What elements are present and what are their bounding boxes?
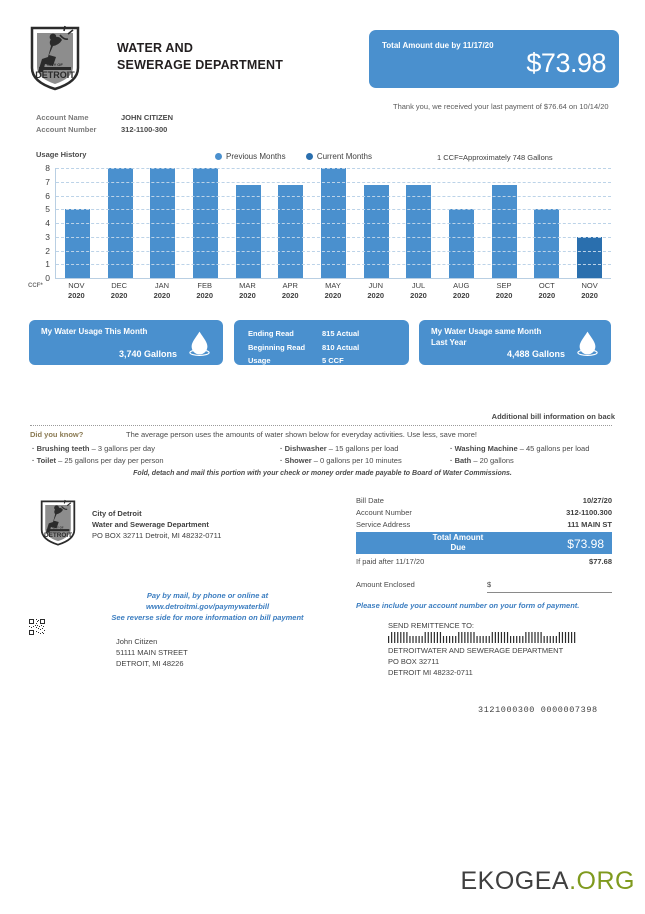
meter-read-value: 810 Actual	[322, 342, 360, 352]
x-tick-label: OCT 2020	[538, 281, 556, 300]
company-title-line2: SEWERAGE DEPARTMENT	[117, 58, 284, 72]
stub-total-label	[398, 533, 518, 553]
water-drop-icon	[186, 329, 213, 357]
last-payment-note: Thank you, we received your last payment of $76.64 on 10/14/20	[393, 102, 609, 111]
x-tick-label: NOV 2020	[68, 281, 85, 300]
y-tick-label: 6	[45, 190, 50, 201]
x-tick-label: APR 2020	[281, 281, 299, 300]
pay-online-link[interactable]: Pay by mail, by phone or online at www.detroitmi.gov/paymywaterbill	[145, 591, 270, 611]
meter-read-label: Usage	[248, 356, 271, 365]
tips-column-3	[450, 443, 589, 466]
chart-gridline	[56, 223, 611, 224]
bill-detail-value: 312-1100.300	[566, 508, 612, 517]
legend-item-previous	[215, 152, 286, 161]
customer-address-line: John Citizen	[116, 637, 158, 646]
customer-address-block	[116, 636, 188, 669]
account-number-row	[36, 124, 173, 136]
tips-column-2	[280, 443, 402, 466]
stub-total-amount-due-bar	[356, 532, 612, 554]
meter-read-value: 5 CCF	[322, 356, 344, 365]
page-title	[117, 40, 283, 74]
water-tip-item: · Washing Machine – 45 gallons per load	[450, 444, 590, 453]
watermark-primary: EKOGEA	[460, 867, 570, 895]
chart-gridline	[56, 237, 611, 238]
usage-last-year-value: 4,488 Gallons	[506, 349, 565, 359]
x-tick-label: JUL 2020	[410, 281, 427, 300]
stub-org-line1: City of Detroit	[92, 509, 142, 518]
customer-address-line: 51111 MAIN STREET	[116, 648, 188, 657]
detroit-city-seal-logo	[24, 22, 86, 92]
chart-plot-area	[55, 168, 611, 279]
chart-gridline	[56, 251, 611, 252]
legend-dot-current	[306, 153, 313, 160]
bill-detail-row	[356, 496, 612, 508]
chart-bar	[534, 209, 559, 278]
please-include-account-note: Please include your account number on your form of payment.	[356, 601, 580, 610]
amount-enclosed-label: Amount Enclosed	[356, 580, 415, 589]
reverse-side-note: See reverse side for more information on bill payment	[111, 613, 304, 622]
legend-label-current: Current Months	[316, 152, 372, 161]
chart-gridline	[56, 264, 611, 265]
chart-gridline	[56, 182, 611, 183]
account-number-label: Account Number	[36, 125, 97, 134]
usage-this-month-value: 3,740 Gallons	[118, 349, 177, 359]
x-tick-label: FEB 2020	[196, 281, 214, 300]
water-tip-item: · Toilet – 25 gallons per day per person	[32, 455, 164, 465]
amount-enclosed-input-line[interactable]	[487, 592, 612, 593]
legend-item-current	[306, 152, 372, 161]
ccf-conversion-note: 1 CCF=Approximately 748 Gallons	[437, 153, 553, 162]
meter-read-value: 815 Actual	[322, 329, 360, 338]
account-number-value: 312-1100-300	[121, 125, 168, 134]
ekogea-watermark	[461, 867, 636, 896]
amount-due-label: Total Amount due by 11/17/20	[382, 41, 494, 50]
account-name-label: Account Name	[36, 113, 89, 122]
x-tick-label: DEC 2020	[110, 281, 128, 300]
tips-column-1	[32, 443, 164, 466]
did-you-know-intro: The average person uses the amounts of water shown below for everyday activities. Use less, save more!	[126, 430, 478, 439]
y-tick-label: 3	[45, 231, 50, 242]
y-tick-label: 0	[45, 273, 50, 283]
meter-read-row	[248, 328, 359, 340]
water-tip-item: · Brushing teeth – 3 gallons per day	[32, 444, 155, 453]
water-drop-icon	[574, 329, 601, 357]
account-summary	[36, 112, 173, 136]
chart-gridline	[56, 168, 611, 169]
y-tick-label: 5	[45, 204, 50, 215]
stub-total-value: $73.98	[567, 537, 604, 551]
total-amount-due-box	[369, 30, 619, 88]
qr-code-icon	[28, 618, 46, 636]
svg-text:DETROIT: DETROIT	[44, 531, 72, 539]
company-title-line1: WATER AND	[117, 41, 194, 55]
bill-detail-label: Service Address	[356, 520, 411, 529]
bill-header	[0, 0, 645, 145]
meter-read-row	[248, 355, 359, 367]
stub-organization-address	[92, 508, 221, 541]
svg-text:DETROIT: DETROIT	[35, 70, 75, 80]
usage-last-year-title-line1: My Water Usage same Month	[431, 327, 542, 336]
svg-text:CITY OF: CITY OF	[52, 525, 64, 530]
bill-detail-label: Account Number	[356, 508, 412, 517]
x-tick-label: MAR 2020	[239, 281, 256, 300]
fold-detach-notice: Fold, detach and mail this portion with your check or money order made payable to Board of Water Commissions.	[133, 470, 512, 477]
usage-last-year-title-line2: Last Year	[431, 338, 467, 347]
payment-instructions	[85, 590, 330, 623]
x-tick-label: SEP 2020	[495, 281, 513, 300]
stub-total-label-line2: Due	[450, 543, 466, 552]
remit-title: SEND REMITTENCE TO:	[388, 621, 474, 630]
chart-y-axis-label: CCF*	[28, 283, 43, 289]
account-name-row	[36, 112, 173, 124]
x-tick-label: JAN 2020	[153, 281, 171, 300]
x-tick-label: JUN 2020	[367, 281, 385, 300]
stub-org-line2: Water and Sewerage Department	[92, 520, 209, 529]
chart-bar	[65, 209, 90, 278]
legend-label-previous: Previous Months	[226, 152, 286, 161]
bill-detail-value: 111 MAIN ST	[567, 520, 612, 529]
bill-detail-row	[356, 508, 612, 520]
remit-address-line: PO BOX 32711	[388, 657, 440, 666]
did-you-know-label: Did you know?	[30, 430, 84, 439]
additional-info-note: Additional bill information on back	[491, 412, 615, 421]
meter-read-label: Beginning Read	[248, 342, 306, 352]
x-tick-label: AUG 2020	[452, 281, 470, 300]
remit-address-line: DETROIT MI 48232-0711	[388, 668, 473, 677]
svg-text:CITY OF: CITY OF	[47, 62, 63, 67]
usage-this-month-title: My Water Usage This Month	[41, 327, 148, 336]
legend-dot-previous	[215, 153, 222, 160]
meter-read-row	[248, 342, 359, 354]
stub-org-line3: PO BOX 32711 Detroit, MI 48232-0711	[92, 531, 222, 540]
chart-y-axis	[36, 163, 50, 283]
chart-bar	[577, 237, 602, 278]
bill-detail-label: Bill Date	[356, 496, 384, 505]
watermark-suffix: .ORG	[569, 867, 635, 895]
stub-late-label: If paid after 11/17/20	[356, 557, 425, 566]
y-tick-label: 1	[45, 259, 50, 270]
meter-reads-table	[246, 326, 361, 369]
y-tick-label: 7	[45, 176, 50, 187]
detroit-city-seal-logo	[36, 497, 80, 547]
customer-address-line: DETROIT, MI 48226	[116, 659, 184, 668]
bill-detail-value: 10/27/20	[582, 496, 612, 505]
stub-bill-details-table	[356, 496, 612, 532]
chart-bar	[449, 209, 474, 278]
usage-last-year-title	[431, 326, 541, 348]
chart-gridline	[56, 196, 611, 197]
usage-history-title: Usage History	[36, 150, 87, 159]
y-tick-label: 2	[45, 245, 50, 256]
remit-address-line: DETROITWATER AND SEWERAGE DEPARTMENT	[388, 646, 564, 655]
chart-x-axis	[55, 281, 611, 301]
water-tip-item: · Shower – 0 gallons per 10 minutes	[280, 455, 402, 465]
usage-history-chart	[36, 163, 611, 283]
y-tick-label: 8	[45, 163, 50, 173]
postal-barcode	[388, 632, 578, 643]
chart-legend	[215, 152, 390, 161]
y-tick-label: 4	[45, 218, 50, 228]
stub-total-label-line1: Total Amount	[432, 533, 484, 542]
meter-read-label: Ending Read	[248, 329, 294, 338]
remittance-address-block	[388, 620, 578, 678]
dollar-sign: $	[487, 580, 492, 589]
scanline-account-number: 3121000300 0000007398	[478, 705, 598, 715]
usage-last-year-box	[419, 320, 611, 365]
chart-gridline	[56, 209, 611, 210]
x-tick-label: MAY 2020	[324, 281, 342, 300]
amount-due-value: $73.98	[526, 48, 606, 78]
x-tick-label: NOV 2020	[581, 281, 598, 300]
account-name-value: JOHN CITIZEN	[121, 113, 174, 122]
bill-detail-row	[356, 520, 612, 532]
water-tip-item: · Dishwasher – 15 gallons per load	[280, 444, 399, 453]
stub-late-value: $77.68	[589, 557, 612, 566]
tips-divider	[30, 425, 612, 426]
water-tip-item: · Bath – 20 gallons	[450, 455, 514, 465]
meter-reads-box	[234, 320, 409, 365]
usage-this-month-box	[29, 320, 223, 365]
